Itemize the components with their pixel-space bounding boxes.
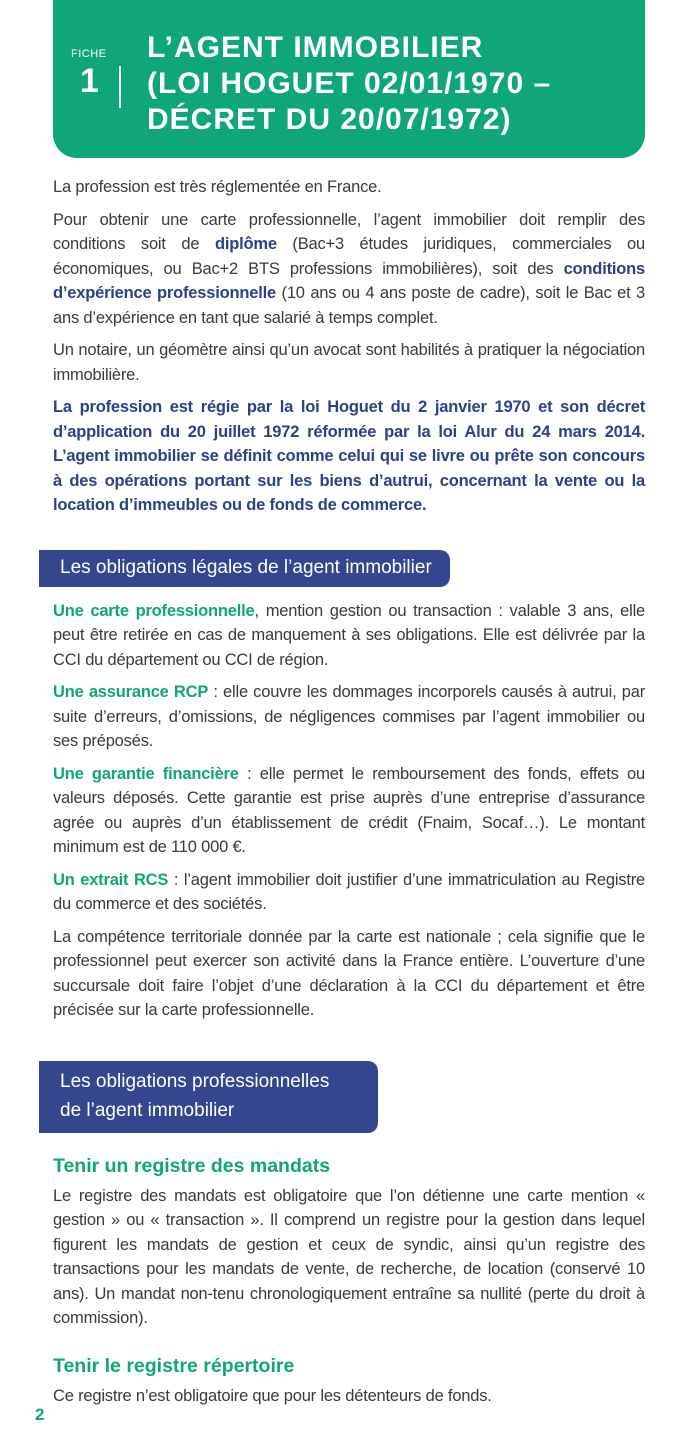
legal-item-1-term: Une carte professionnelle	[53, 601, 255, 620]
legal-item-4-term: Un extrait RCS	[53, 870, 169, 889]
title-line-3: DÉCRET DU 20/07/1972)	[147, 103, 512, 136]
subheading-registre-mandats: Tenir un registre des mandats	[53, 1154, 331, 1177]
legal-item-1	[53, 599, 645, 673]
intro-p2-diplome: diplôme	[214, 235, 277, 253]
section-heading-professional-line-1: Les obligations professionnelles	[60, 1070, 330, 1092]
page-number: 2	[35, 1405, 45, 1424]
intro-p2-text-e: (10 ans ou 4 ans poste de cadre), soit le Bac et 3 ans d’expérience en tant que salarié à temps complet.	[53, 284, 645, 327]
intro-paragraph-4: La profession est régie par la loi Hoguet du 2 janvier 1970 et son décret d’application du 20 juillet 1972 réformée par la loi Alur du 24 mars 2014. L’agent immobilier se définit comme celui qui se livre ou prête son concours à des opérations portant sur les biens d’autrui, concernant la vente ou la location d’immeubles ou de fonds de commerce.	[53, 398, 645, 514]
fiche-number: 1	[80, 62, 99, 100]
registre-repertoire-paragraph: Ce registre n’est obligatoire que pour les détenteurs de fonds.	[53, 1386, 492, 1405]
legal-item-4-text: : l’agent immobilier doit justifier d’une immatriculation au Registre du commerce et des sociétés.	[53, 870, 645, 913]
section-heading-legal: Les obligations légales de l’agent immobilier	[39, 550, 450, 587]
subheading-registre-repertoire: Tenir le registre répertoire	[53, 1354, 295, 1377]
legal-item-4	[53, 868, 645, 917]
legal-item-3	[53, 762, 645, 860]
fiche-label: FICHE	[71, 48, 107, 60]
legal-closing-paragraph: La compétence territoriale donnée par la carte est nationale ; cela signifie que le professionnel peut exercer son activité dans la France entière. L’ouverture d’une succursale doit faire l’objet d’une déclaration à la CCI du département et être précisée sur la carte professionnelle.	[53, 927, 645, 1019]
header-banner	[53, 0, 645, 158]
title-line-2: (LOI HOGUET 02/01/1970 –	[147, 67, 552, 100]
intro-paragraph-1: La profession est très réglementée en France.	[53, 178, 382, 196]
intro-p2-text-a: Pour obtenir une carte professionnelle, l’agent immobilier doit remplir des conditions soit de	[53, 210, 645, 253]
fiche-separator	[119, 66, 121, 108]
intro-p2-experience: conditions d’expérience professionnelle	[53, 259, 645, 302]
legal-item-2-text: : elle couvre les dommages incorporels causés à autrui, par suite d’erreurs, d’omissions, de négligences commises par l’agent immobilier ou ses préposés.	[53, 683, 646, 750]
legal-item-3-text: : elle permet le remboursement des fonds, effets ou valeurs déposés. Cette garantie est prise auprès d’une entreprise d’assurance agrée ou auprès d’un établissement de crédit (Fnaim, Socaf…). Le montant minimum est de 110 000 €.	[53, 764, 645, 856]
legal-item-3-term: Une garantie financière	[53, 764, 239, 783]
section-heading-professional-line-2: de l’agent immobilier	[60, 1099, 235, 1121]
title-line-1: L’AGENT IMMOBILIER	[147, 31, 484, 64]
intro-paragraph-2	[53, 208, 645, 331]
page-title	[147, 30, 627, 138]
intro-paragraph-3: Un notaire, un géomètre ainsi qu’un avocat sont habilités à pratiquer la négociation immobilière.	[53, 341, 645, 384]
section-heading-professional	[39, 1061, 378, 1133]
legal-item-1-text: , mention gestion ou transaction : valable 3 ans, elle peut être retirée en cas de manquement à ses obligations. Elle est délivrée par la CCI du département ou CCI de région.	[53, 601, 646, 669]
registre-mandats-paragraph: Le registre des mandats est obligatoire que l’on détienne une carte mention « gestion » ou « transaction ». Il comprend un registre pour la gestion dans lequel figurent les mandats de gestion et ceux de syndic, ainsi qu’un registre des transactions pour les mandats de vente, de recherche, de location (conservé 10 ans). Un mandat non-tenu chronologiquement entraîne sa nullité (perte du droit à commission).	[53, 1186, 645, 1327]
legal-item-2	[53, 680, 645, 754]
intro-p2-text-c: (Bac+3 études juridiques, commerciales ou économiques, ou Bac+2 BTS professions immobilières), soit des	[53, 235, 646, 278]
legal-item-2-term: Une assurance RCP	[53, 683, 209, 701]
content	[53, 175, 645, 1416]
